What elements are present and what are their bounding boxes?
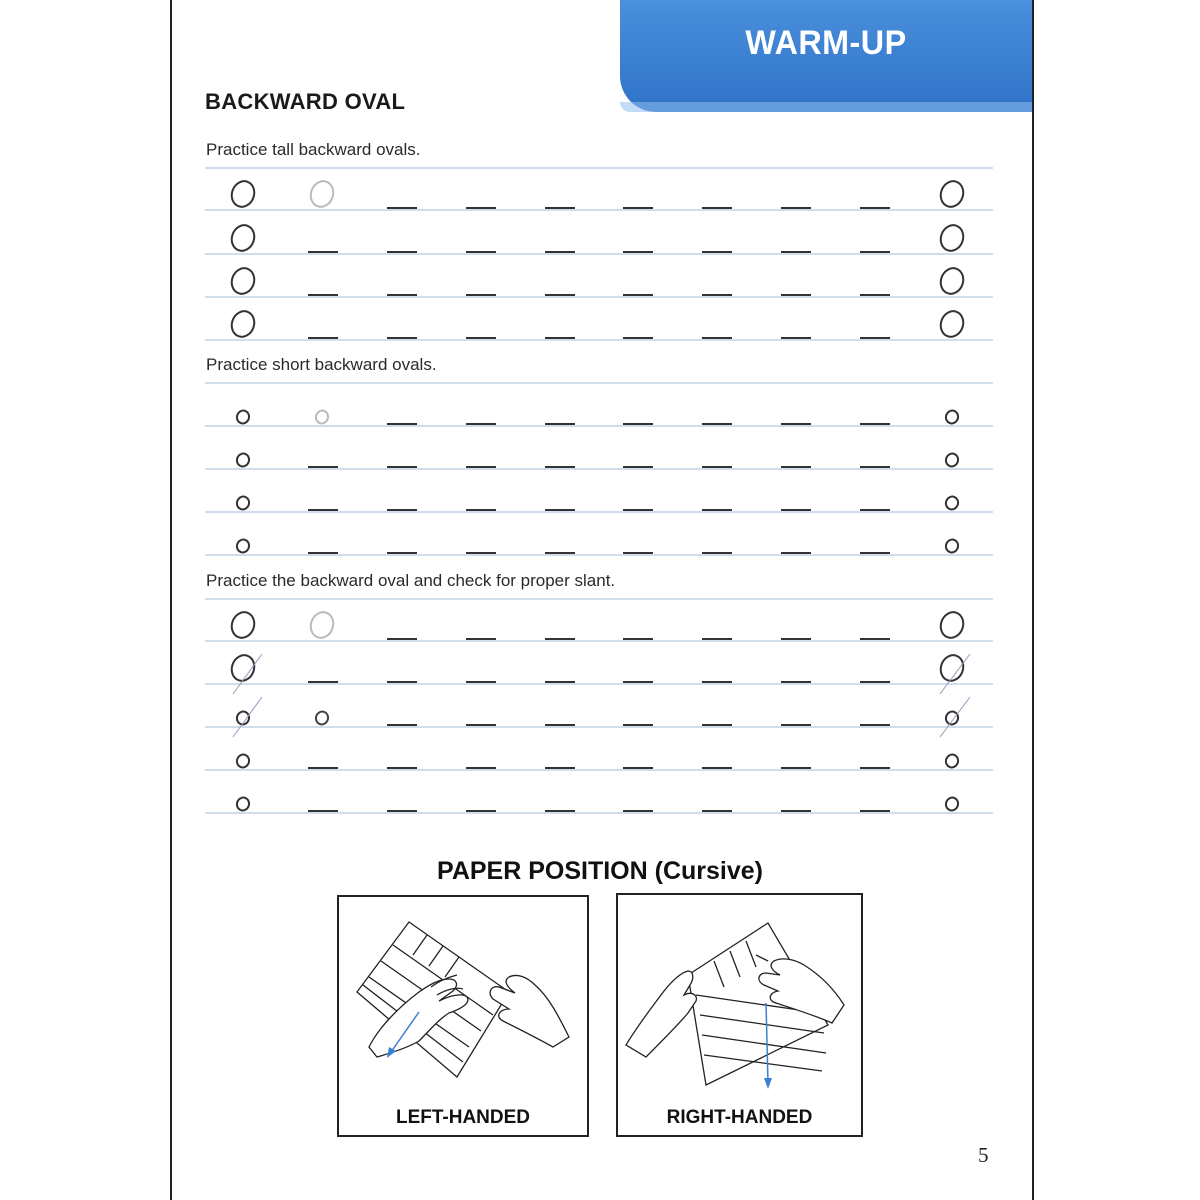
tall-oval-icon xyxy=(937,178,967,210)
left-hand-paper-icon xyxy=(339,897,587,1097)
short-oval-icon xyxy=(235,409,251,425)
right-hand-paper-icon xyxy=(618,895,861,1095)
tall-oval-icon xyxy=(228,652,258,684)
tall-oval-icon xyxy=(228,609,258,641)
tall-oval-icon xyxy=(937,609,967,641)
short-oval-icon xyxy=(944,538,960,554)
tall-oval-icon xyxy=(228,178,258,210)
left-handed-label: LEFT-HANDED xyxy=(395,1107,531,1128)
right-handed-panel xyxy=(616,893,863,1137)
short-oval-icon xyxy=(944,710,960,726)
tall-oval-icon xyxy=(307,609,337,641)
short-oval-icon xyxy=(235,452,251,468)
paper-position-title: PAPER POSITION (Cursive) xyxy=(437,857,763,885)
tall-oval-icon xyxy=(228,265,258,297)
short-oval-icon xyxy=(944,796,960,812)
short-oval-icon xyxy=(944,753,960,769)
short-oval-icon xyxy=(235,753,251,769)
tall-oval-icon xyxy=(937,652,967,684)
instruction-slant-ovals: Practice the backward oval and check for proper slant. xyxy=(206,571,616,590)
short-oval-icon xyxy=(314,409,330,425)
tall-oval-icon xyxy=(937,308,967,340)
slant-line xyxy=(940,697,970,737)
page-number: 5 xyxy=(978,1143,989,1167)
tall-oval-icon xyxy=(228,222,258,254)
short-oval-icon xyxy=(944,409,960,425)
short-oval-icon xyxy=(235,538,251,554)
instruction-tall-ovals: Practice tall backward ovals. xyxy=(206,140,421,159)
banner-title: WARM-UP xyxy=(745,24,907,62)
tall-oval-icon xyxy=(937,265,967,297)
short-oval-icon xyxy=(944,495,960,511)
tall-oval-icon xyxy=(937,222,967,254)
short-oval-icon xyxy=(314,710,330,726)
section-title: BACKWARD OVAL xyxy=(205,89,406,114)
tall-oval-icon xyxy=(307,178,337,210)
short-oval-icon xyxy=(235,796,251,812)
instruction-short-ovals: Practice short backward ovals. xyxy=(206,355,437,374)
right-handed-label: RIGHT-HANDED xyxy=(666,1107,813,1128)
left-handed-panel xyxy=(337,895,589,1137)
slant-line xyxy=(233,654,262,694)
short-oval-icon xyxy=(944,452,960,468)
tall-oval-icon xyxy=(228,308,258,340)
short-oval-icon xyxy=(235,495,251,511)
